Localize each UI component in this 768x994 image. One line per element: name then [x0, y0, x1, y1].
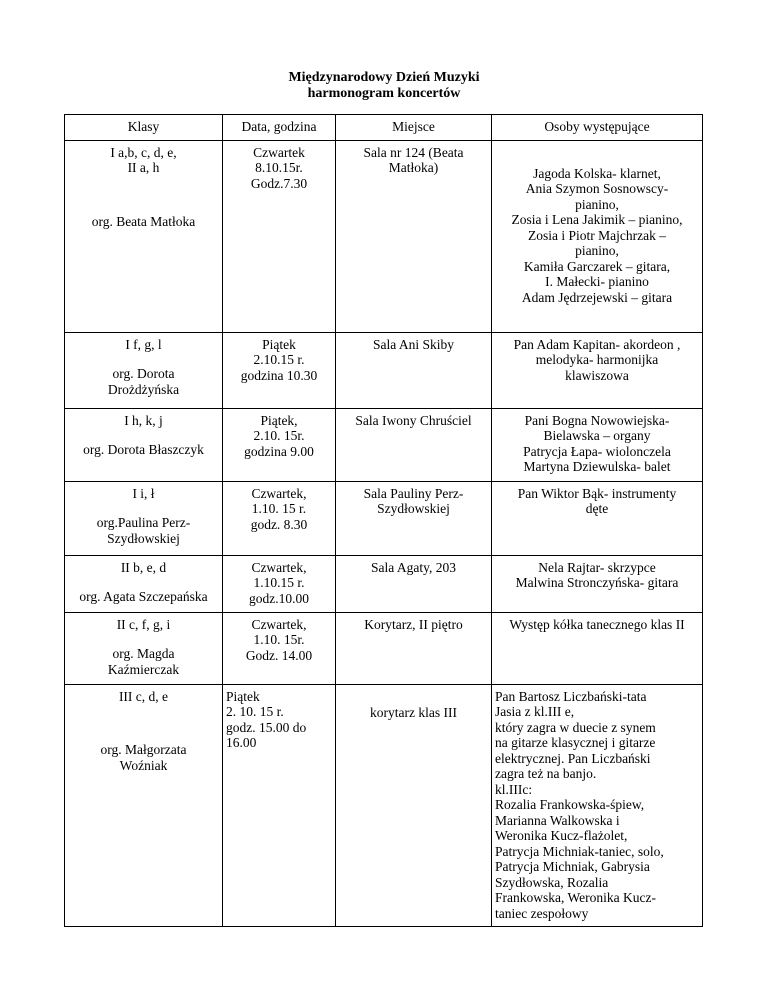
- table-row: [65, 140, 703, 332]
- place-cell: Sala nr 124 (Beata Matłoka): [336, 140, 492, 332]
- table-header-row: [65, 115, 703, 141]
- date-cell: Czwartek, 1.10. 15r. Godz. 14.00: [223, 612, 336, 684]
- place-cell: Korytarz, II piętro: [336, 612, 492, 684]
- header-data: Data, godzina: [223, 115, 336, 141]
- place-cell: Sala Agaty, 203: [336, 555, 492, 612]
- table-row: [65, 612, 703, 684]
- performers-cell: Pan Wiktor Bąk- instrumenty dęte: [492, 481, 703, 555]
- classes-text: I f, g, l: [125, 336, 162, 352]
- organizer-text: org. Dorota Drożdżyńska: [107, 366, 180, 397]
- date-cell: Czwartek, 1.10.15 r. godz.10.00: [223, 555, 336, 612]
- classes-text: II c, f, g, i: [116, 616, 171, 632]
- classes-text: III c, d, e: [118, 688, 169, 704]
- performers-cell: Pani Bogna Nowowiejska- Bielawska – organy Patrycja Łapa- wiolonczela Martyna Dziewulska- balet: [492, 408, 703, 481]
- organizer-text: org. Beata Matłoka: [91, 213, 196, 229]
- date-cell: Piątek 2.10.15 r. godzina 10.30: [223, 332, 336, 408]
- place-cell: Sala Pauliny Perz- Szydłowskiej: [336, 481, 492, 555]
- classes-cell: [65, 555, 223, 612]
- classes-text: II b, e, d: [120, 559, 167, 575]
- classes-cell: [65, 332, 223, 408]
- title-line-2: harmonogram koncertów: [307, 86, 461, 101]
- performers-cell: Pan Bartosz Liczbański-tata Jasia z kl.III e, który zagra w duecie z synem na gitarze klasycznej i gitarze elektrycznej. Pan Liczbański zagra też na banjo. kl.IIIc: Rozalia Frankowska-śpiew, Marianna Walkowska i Weronika Kucz-flażolet, Patrycja Michniak-taniec, solo, Patrycja Michniak, Gabrysia Szydłowska, Rozalia Frankowska, Weronika Kucz- taniec zespołowy: [492, 684, 703, 927]
- date-cell: Piątek 2. 10. 15 r. godz. 15.00 do 16.00: [223, 684, 336, 927]
- organizer-text: org. Dorota Błaszczyk: [83, 442, 204, 457]
- table-row: [65, 408, 703, 481]
- classes-cell: [65, 684, 223, 927]
- table-row: [65, 332, 703, 408]
- header-klasy: Klasy: [65, 115, 223, 141]
- organizer-text: org. Agata Szczepańska: [79, 589, 208, 604]
- classes-cell: [65, 612, 223, 684]
- performers-cell: Nela Rajtar- skrzypce Malwina Stronczyńska- gitara: [492, 555, 703, 612]
- date-cell: Czwartek, 1.10. 15 r. godz. 8.30: [223, 481, 336, 555]
- place-cell: korytarz klas III: [336, 684, 492, 927]
- header-miejsce: Miejsce: [336, 115, 492, 141]
- table-row: [65, 481, 703, 555]
- document-title: [0, 70, 768, 102]
- performers-cell: Pan Adam Kapitan- akordeon , melodyka- harmonijka klawiszowa: [492, 332, 703, 408]
- concert-schedule-table: [64, 114, 703, 927]
- classes-text: I i, ł: [132, 485, 155, 501]
- header-osoby: Osoby występujące: [492, 115, 703, 141]
- performers-cell: Jagoda Kolska- klarnet, Ania Szymon Sosnowscy- pianino, Zosia i Lena Jakimik – pianino, Zosia i Piotr Majchrzak – pianino, Kamiła Garczarek – gitara, I. Małecki- pianino Adam Jędrzejewski – gitara: [492, 140, 703, 332]
- place-cell: Sala Iwony Chruściel: [336, 408, 492, 481]
- organizer-text: org.Paulina Perz- Szydłowskiej: [96, 515, 191, 546]
- date-cell: Czwartek 8.10.15r. Godz.7.30: [223, 140, 336, 332]
- organizer-text: org. Małgorzata Woźniak: [100, 742, 187, 773]
- table-row: [65, 684, 703, 927]
- classes-cell: [65, 140, 223, 332]
- classes-cell: [65, 481, 223, 555]
- classes-text: I h, k, j: [124, 412, 163, 428]
- title-line-1: Międzynarodowy Dzień Muzyki: [288, 70, 480, 85]
- place-cell: Sala Ani Skiby: [336, 332, 492, 408]
- date-cell: Piątek, 2.10. 15r. godzina 9.00: [223, 408, 336, 481]
- classes-cell: [65, 408, 223, 481]
- classes-text: I a,b, c, d, e, II a, h: [110, 144, 177, 175]
- performers-cell: Występ kółka tanecznego klas II: [492, 612, 703, 684]
- organizer-text: org. Magda Kaźmierczak: [107, 646, 180, 677]
- table-row: [65, 555, 703, 612]
